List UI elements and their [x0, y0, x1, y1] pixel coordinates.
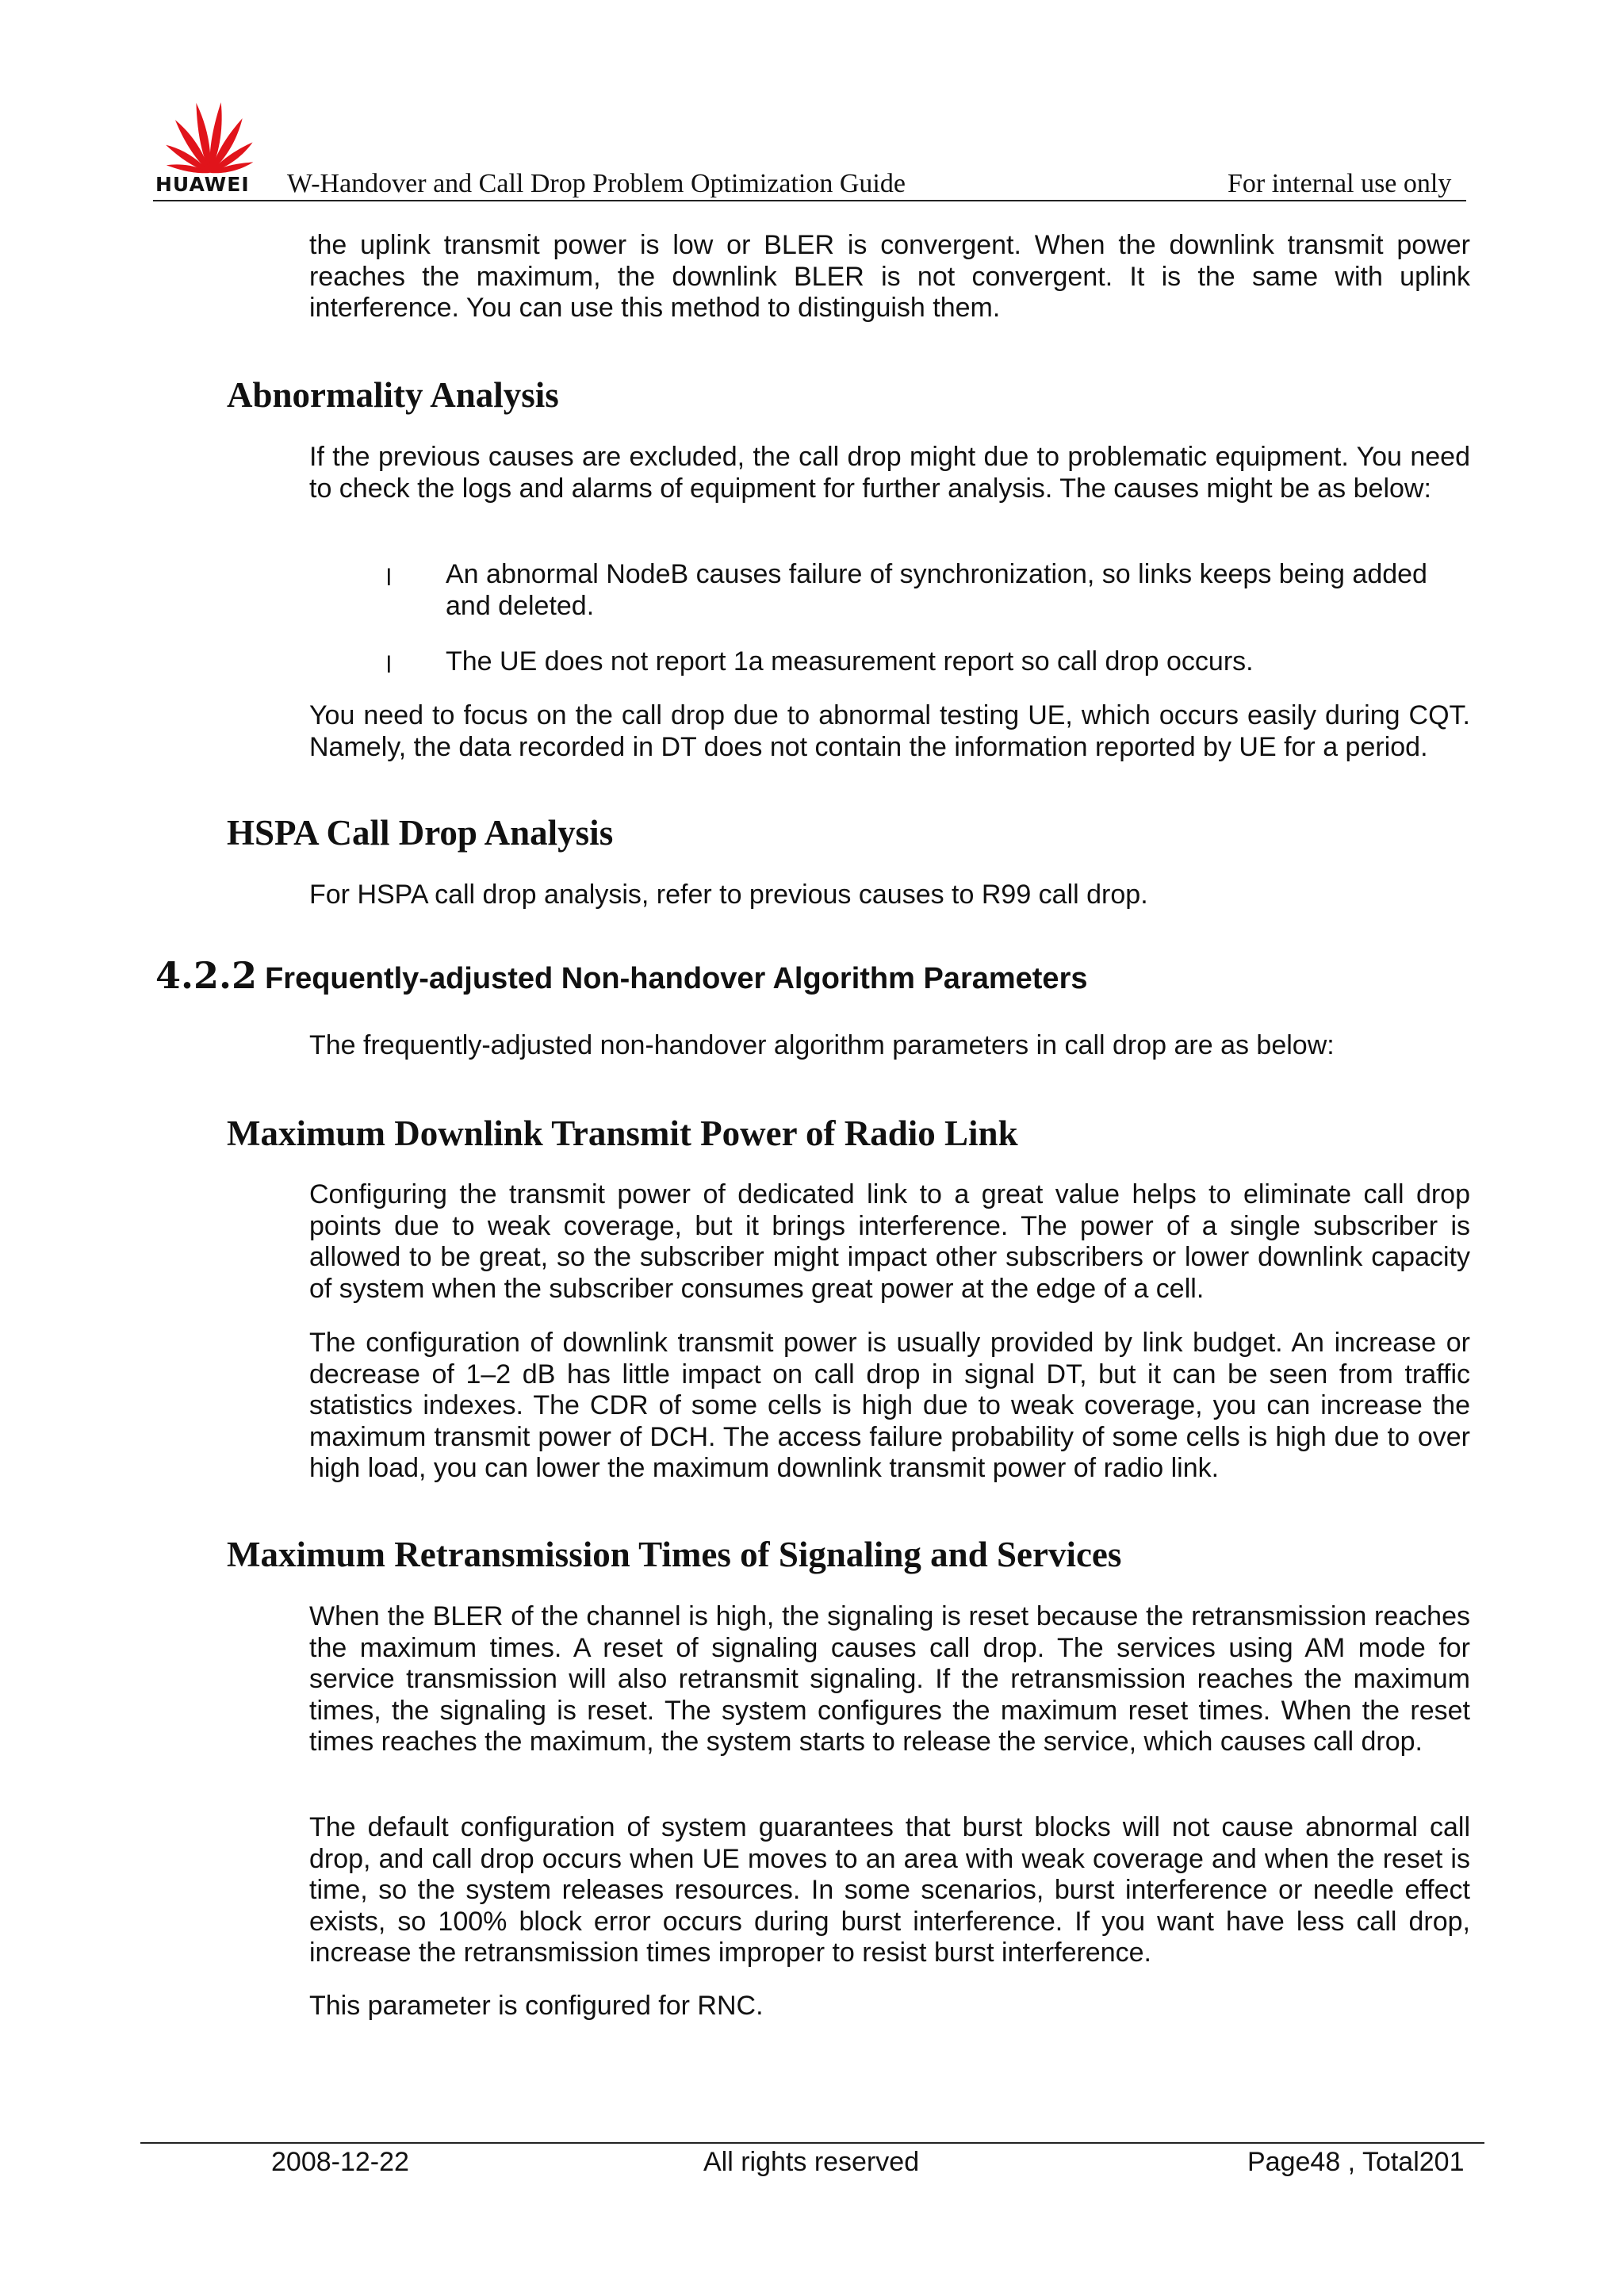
max-retransmission-paragraph-2: The default configuration of system guarantees that burst blocks will not cause abnormal call drop, and call drop occurs when UE moves to an area with weak coverage and when the reset is time, so the system releases resources. In some scenarios, burst interference or needle effect exists, so 100% block error occurs during burst interference. If you want have less call drop, increase the retransmission times improper to resist burst interference. — [309, 1812, 1470, 1968]
footer-divider — [140, 2142, 1484, 2144]
header-divider — [153, 200, 1466, 201]
bullet-marker: l — [386, 565, 392, 591]
bullet-marker: l — [386, 652, 392, 678]
footer-rights: All rights reserved — [703, 2147, 920, 2177]
footer-date: 2008-12-22 — [271, 2147, 409, 2177]
document-title: W-Handover and Call Drop Problem Optimization Guide — [287, 169, 906, 198]
max-downlink-paragraph-1: Configuring the transmit power of dedicated link to a great value helps to eliminate call drop points due to weak coverage, but it brings interference. The power of a single subscriber is allowed to be great, so the subscriber might impact other subscribers or lower downlink capacity of system when the subscriber consumes great power at the edge of a cell. — [309, 1179, 1470, 1304]
heading-abnormality-analysis: Abnormality Analysis — [227, 375, 559, 415]
abnormality-paragraph-1: If the previous causes are excluded, the call drop might due to problematic equipment. You need to check the logs and alarms of equipment for further analysis. The causes might be as below: — [309, 442, 1470, 504]
section-intro-paragraph: The frequently-adjusted non-handover algorithm parameters in call drop are as below: — [309, 1030, 1335, 1060]
brand-name: HUAWEI — [155, 173, 250, 196]
footer-page-number: Page48 , Total201 — [1247, 2147, 1465, 2177]
heading-max-retransmission: Maximum Retransmission Times of Signaling and Services — [227, 1535, 1122, 1574]
max-retransmission-paragraph-1: When the BLER of the channel is high, the signaling is reset because the retransmission reaches the maximum times. A reset of signaling causes call drop. The services using AM mode for service transmission will also retransmit signaling. If the retransmission reaches the maximum times, the signaling is reset. The system configures the maximum reset times. When the reset times reaches the maximum, the system starts to release the service, which causes call drop. — [309, 1601, 1470, 1757]
section-heading-4-2-2 — [155, 954, 1088, 997]
bullet-item-1: An abnormal NodeB causes failure of synchronization, so links keeps being added and deleted. — [446, 559, 1427, 621]
heading-max-downlink-power: Maximum Downlink Transmit Power of Radio Link — [227, 1114, 1018, 1153]
intro-paragraph: the uplink transmit power is low or BLER is convergent. When the downlink transmit power reaches the maximum, the downlink BLER is not convergent. It is the same with uplink interference. You can use this method to distinguish them. — [309, 230, 1470, 323]
abnormality-paragraph-2: You need to focus on the call drop due to abnormal testing UE, which occurs easily during CQT. Namely, the data recorded in DT does not contain the information reported by UE for a period. — [309, 700, 1470, 762]
heading-hspa-call-drop: HSPA Call Drop Analysis — [227, 813, 614, 853]
max-downlink-paragraph-2: The configuration of downlink transmit power is usually provided by link budget. An increase or decrease of 1–2 dB has little impact on call drop in signal DT, but it can be seen from traffic statistics indexes. The CDR of some cells is high due to weak coverage, you can increase the maximum transmit power of DCH. The access failure probability of some cells is high due to over high load, you can lower the maximum downlink transmit power of radio link. — [309, 1328, 1470, 1483]
hspa-paragraph: For HSPA call drop analysis, refer to previous causes to R99 call drop. — [309, 880, 1148, 910]
max-retransmission-paragraph-3: This parameter is configured for RNC. — [309, 1991, 764, 2021]
section-title: Frequently-adjusted Non-handover Algorithm Parameters — [265, 962, 1088, 995]
section-number: 4.2.2 — [155, 954, 258, 997]
bullet-item-2: The UE does not report 1a measurement report so call drop occurs. — [446, 646, 1254, 677]
classification-label: For internal use only — [1228, 169, 1452, 198]
